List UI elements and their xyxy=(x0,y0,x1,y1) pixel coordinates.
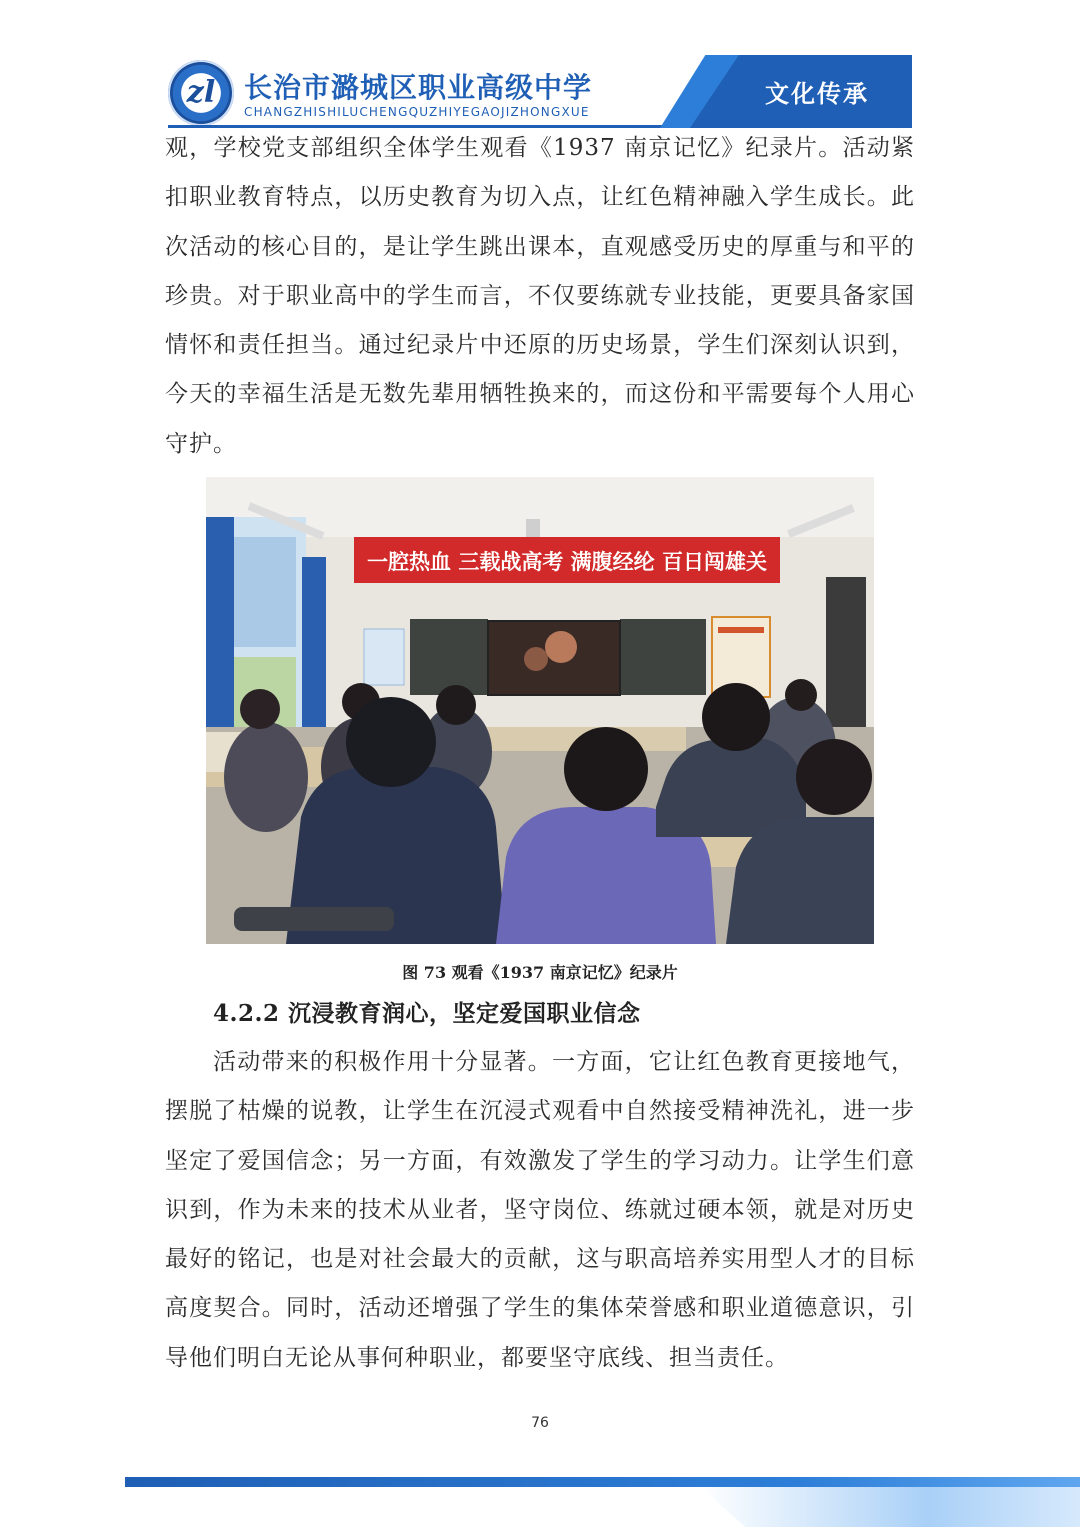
photo-banner-text: 一腔热血 三载战高考 满腹经纶 百日闯雄关 xyxy=(367,550,767,574)
section-heading: 4.2.2 沉浸教育润心，坚定爱国职业信念 xyxy=(213,1000,641,1027)
school-logo-mark: zl xyxy=(186,75,216,110)
photo-student xyxy=(224,722,308,832)
footer-bar xyxy=(125,1477,1080,1487)
footer-swoosh xyxy=(700,1487,1080,1527)
classroom-photo xyxy=(206,477,874,944)
intro-paragraph: 观，学校党支部组织全体学生观看《1937 南京记忆》纪录片。活动紧扣职业教育特点，以历史教育为切入点，让红色精神融入学生成长。此次活动的核心目的，是让学生跳出课本，直观感受历史的厚重与和平的珍贵。对于职业高中的学生而言，不仅要练就专业技能，更要具备家国情怀和责任担当。通过纪录片中还原的历史场景，学生们深刻认识到，今天的幸福生活是无数先辈用牺牲换来的，而这份和平需要每个人用心守护。 xyxy=(165,135,915,457)
school-logo xyxy=(168,60,234,126)
page-header xyxy=(0,0,1080,130)
photo-poster-left xyxy=(364,629,404,685)
photo-blackboard-right xyxy=(620,619,706,695)
page-number: 76 xyxy=(531,1415,549,1431)
section-tab-label: 文化传承 xyxy=(765,80,869,108)
photo-chair xyxy=(234,907,394,931)
school-name: 长治市潞城区职业高级中学 xyxy=(244,71,593,104)
body-paragraph: 活动带来的积极作用十分显著。一方面，它让红色教育更接地气，摆脱了枯燥的说教，让学生在沉浸式观看中自然接受精神洗礼，进一步坚定了爱国信念；另一方面，有效激发了学生的学习动力。让学生们意识到，作为未来的技术从业者，坚守岗位、练就过硬本领，就是对历史最好的铭记，也是对社会最大的贡献，这与职高培养实用型人才的目标高度契合。同时，活动还增强了学生的集体荣誉感和职业道德意识，引导他们明白无论从事何种职业，都要坚守底线、担当责任。 xyxy=(165,1049,915,1371)
school-name-pinyin: CHANGZHISHILUCHENGQUZHIYEGAOJIZHONGXUE xyxy=(244,105,590,119)
photo-blackboard-left xyxy=(410,619,488,695)
figure-caption: 图 73 观看《1937 南京记忆》纪录片 xyxy=(402,963,678,982)
